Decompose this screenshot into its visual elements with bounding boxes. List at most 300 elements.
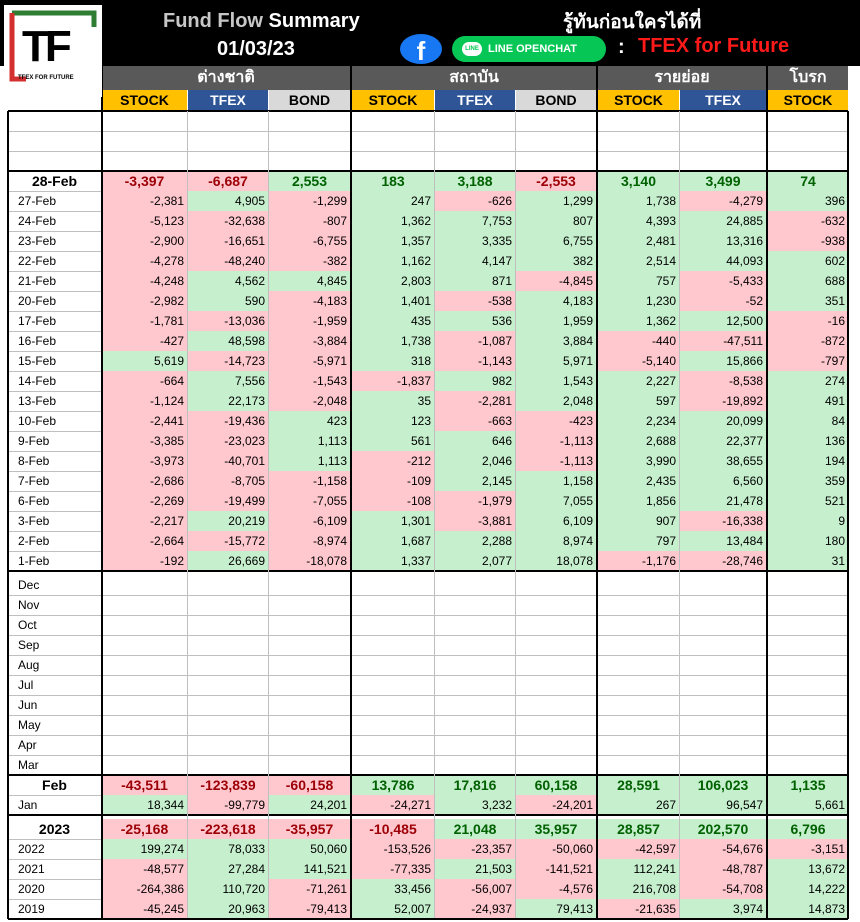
table-cell: 199,274 [102, 839, 187, 859]
table-cell: 2,288 [435, 531, 515, 551]
table-cell: -872 [768, 331, 848, 351]
row-label: 1-Feb [18, 554, 50, 568]
table-cell: 4,562 [188, 271, 268, 291]
table-cell [598, 755, 679, 775]
table-cell: -16,651 [188, 231, 268, 251]
row-label: 2021 [18, 862, 45, 876]
table-cell [768, 655, 848, 675]
table-cell: 2,077 [435, 551, 515, 571]
table-cell [352, 735, 434, 755]
table-cell [352, 715, 434, 735]
table-cell [768, 131, 848, 151]
row-label: 14-Feb [18, 374, 57, 388]
table-cell [435, 635, 515, 655]
table-cell [598, 735, 679, 755]
table-cell: -4,576 [516, 879, 596, 899]
table-cell: 12,500 [680, 311, 766, 331]
table-cell [352, 595, 434, 615]
section-divider [8, 774, 848, 776]
line-icon: LINE [462, 42, 482, 56]
row-label: 2022 [18, 842, 45, 856]
table-cell [188, 735, 268, 755]
table-cell: -21,635 [598, 899, 679, 919]
table-cell [435, 695, 515, 715]
row-label: Jan [18, 798, 38, 812]
table-cell: -15,772 [188, 531, 268, 551]
column-header: STOCK [598, 90, 679, 110]
logo-letters: TF [22, 22, 68, 71]
table-cell: -23,357 [435, 839, 515, 859]
table-cell [435, 715, 515, 735]
table-cell [435, 595, 515, 615]
table-cell [680, 735, 766, 755]
table-cell [516, 655, 596, 675]
table-cell [435, 131, 515, 151]
table-cell [768, 755, 848, 775]
table-cell: -427 [102, 331, 187, 351]
table-cell: 14,222 [768, 879, 848, 899]
table-cell: 4,905 [188, 191, 268, 211]
table-cell: 1,230 [598, 291, 679, 311]
table-cell: 136 [768, 431, 848, 451]
table-cell: 1,543 [516, 371, 596, 391]
table-cell: 21,503 [435, 859, 515, 879]
table-cell [516, 755, 596, 775]
row-label [8, 111, 101, 131]
table-cell: -48,577 [102, 859, 187, 879]
table-cell [269, 755, 350, 775]
section-divider [8, 170, 848, 172]
table-cell: 26,669 [188, 551, 268, 571]
table-cell: -2,686 [102, 471, 187, 491]
table-cell: -42,597 [598, 839, 679, 859]
table-cell [102, 575, 187, 595]
table-border [7, 111, 9, 919]
row-label [8, 151, 101, 171]
table-cell [188, 695, 268, 715]
table-cell: 9 [768, 511, 848, 531]
table-cell: 2,234 [598, 411, 679, 431]
table-cell [680, 151, 766, 171]
row-label: 28-Feb [31, 173, 78, 189]
table-cell: -4,183 [269, 291, 350, 311]
table-cell: -192 [102, 551, 187, 571]
table-cell: -18,078 [269, 551, 350, 571]
table-cell [768, 615, 848, 635]
table-cell: -54,708 [680, 879, 766, 899]
table-cell [598, 131, 679, 151]
table-cell: 28,857 [598, 819, 679, 839]
table-cell: 3,232 [435, 795, 515, 815]
table-cell: -8,974 [269, 531, 350, 551]
table-cell [598, 615, 679, 635]
row-label: 16-Feb [18, 334, 57, 348]
table-cell [269, 151, 350, 171]
table-cell: -23,023 [188, 431, 268, 451]
table-cell [680, 715, 766, 735]
table-cell: -938 [768, 231, 848, 251]
table-cell [598, 575, 679, 595]
table-cell [269, 575, 350, 595]
table-cell: -24,201 [516, 795, 596, 815]
row-label: Apr [18, 738, 37, 752]
table-border [847, 111, 849, 919]
table-cell: 21,048 [435, 819, 515, 839]
table-cell: 20,099 [680, 411, 766, 431]
table-cell: 1,301 [352, 511, 434, 531]
table-cell [269, 715, 350, 735]
table-cell [768, 675, 848, 695]
table-cell: 1,113 [269, 431, 350, 451]
table-cell: 194 [768, 451, 848, 471]
table-cell: 2,514 [598, 251, 679, 271]
table-cell [269, 615, 350, 635]
row-label: Jun [18, 698, 38, 712]
table-cell [102, 695, 187, 715]
table-cell [680, 615, 766, 635]
table-cell: -212 [352, 451, 434, 471]
table-cell: -45,245 [102, 899, 187, 919]
table-cell [188, 595, 268, 615]
table-cell [188, 715, 268, 735]
table-cell [102, 635, 187, 655]
table-cell: -77,335 [352, 859, 434, 879]
table-cell: 13,786 [352, 775, 434, 795]
table-cell: 7,055 [516, 491, 596, 511]
row-label: 2023 [38, 821, 71, 837]
table-cell: -35,957 [269, 819, 350, 839]
column-header: BOND [516, 90, 596, 110]
group-header: รายย่อย [598, 66, 766, 90]
table-cell: 807 [516, 211, 596, 231]
table-cell: -3,884 [269, 331, 350, 351]
table-cell: 359 [768, 471, 848, 491]
row-label: 23-Feb [18, 234, 57, 248]
table-cell [680, 595, 766, 615]
table-cell: 597 [598, 391, 679, 411]
table-cell [768, 595, 848, 615]
column-header: TFEX [435, 90, 515, 110]
table-cell: 202,570 [680, 819, 766, 839]
table-cell: 123 [352, 411, 434, 431]
table-cell: 24,885 [680, 211, 766, 231]
table-cell: -3,973 [102, 451, 187, 471]
table-cell: 1,135 [768, 775, 848, 795]
table-cell: -40,701 [188, 451, 268, 471]
table-cell: 60,158 [516, 775, 596, 795]
table-cell: 3,140 [598, 171, 679, 191]
table-cell: 4,183 [516, 291, 596, 311]
table-cell: -16 [768, 311, 848, 331]
table-cell [435, 111, 515, 131]
table-cell [102, 715, 187, 735]
table-cell: -1,959 [269, 311, 350, 331]
table-cell: 7,556 [188, 371, 268, 391]
table-cell: 27,284 [188, 859, 268, 879]
table-cell: 1,687 [352, 531, 434, 551]
section-divider [8, 570, 848, 572]
table-cell: -10,485 [352, 819, 434, 839]
row-label: 22-Feb [18, 254, 57, 268]
table-cell: 50,060 [269, 839, 350, 859]
table-cell [516, 595, 596, 615]
facebook-icon[interactable]: f [400, 34, 442, 64]
table-cell: 1,299 [516, 191, 596, 211]
table-cell: -5,123 [102, 211, 187, 231]
table-cell [598, 111, 679, 131]
table-cell: -16,338 [680, 511, 766, 531]
table-cell: -626 [435, 191, 515, 211]
table-cell: 3,974 [680, 899, 766, 919]
table-cell [102, 111, 187, 131]
table-cell [188, 151, 268, 171]
table-cell: 1,856 [598, 491, 679, 511]
table-cell: -108 [352, 491, 434, 511]
line-openchat-button[interactable] [452, 36, 606, 62]
table-cell: 13,484 [680, 531, 766, 551]
table-cell [598, 695, 679, 715]
table-cell: 1,357 [352, 231, 434, 251]
table-cell: 5,661 [768, 795, 848, 815]
table-cell: -141,521 [516, 859, 596, 879]
table-cell: -8,538 [680, 371, 766, 391]
table-cell [269, 595, 350, 615]
table-cell: 5,971 [516, 351, 596, 371]
column-header: TFEX [680, 90, 766, 110]
table-cell: -28,746 [680, 551, 766, 571]
table-cell [516, 715, 596, 735]
report-date: 01/03/23 [217, 38, 295, 60]
table-cell: -2,281 [435, 391, 515, 411]
table-cell [352, 111, 434, 131]
table-cell: 180 [768, 531, 848, 551]
table-cell: -2,217 [102, 511, 187, 531]
table-cell [352, 695, 434, 715]
table-cell: 20,963 [188, 899, 268, 919]
table-cell: -3,151 [768, 839, 848, 859]
table-cell: 24,201 [269, 795, 350, 815]
column-header: BOND [269, 90, 350, 110]
table-cell [269, 131, 350, 151]
table-cell [768, 735, 848, 755]
table-cell: 106,023 [680, 775, 766, 795]
table-cell: 247 [352, 191, 434, 211]
table-cell: 1,738 [352, 331, 434, 351]
table-cell: -2,900 [102, 231, 187, 251]
table-cell: -50,060 [516, 839, 596, 859]
table-cell [680, 755, 766, 775]
table-cell: 602 [768, 251, 848, 271]
table-cell [269, 655, 350, 675]
row-label: 10-Feb [18, 414, 57, 428]
table-cell: -4,278 [102, 251, 187, 271]
table-cell: 141,521 [269, 859, 350, 879]
row-label: Dec [18, 578, 40, 592]
channel-name: TFEX for Future [638, 35, 790, 57]
row-label: 24-Feb [18, 214, 57, 228]
table-cell [188, 111, 268, 131]
table-cell: 110,720 [188, 879, 268, 899]
table-cell [188, 131, 268, 151]
group-header: ต่างชาติ [102, 66, 350, 90]
table-cell: 22,173 [188, 391, 268, 411]
table-cell: 1,113 [269, 451, 350, 471]
table-cell: -2,381 [102, 191, 187, 211]
row-label: 20-Feb [18, 294, 57, 308]
table-cell: 2,688 [598, 431, 679, 451]
table-cell: -14,723 [188, 351, 268, 371]
table-cell: 871 [435, 271, 515, 291]
row-label: 15-Feb [18, 354, 57, 368]
row-label: 7-Feb [18, 474, 50, 488]
table-cell: 274 [768, 371, 848, 391]
table-cell: 38,655 [680, 451, 766, 471]
table-cell: 79,413 [516, 899, 596, 919]
row-label: May [18, 718, 41, 732]
table-cell [768, 111, 848, 131]
table-cell: 6,755 [516, 231, 596, 251]
table-cell [768, 151, 848, 171]
table-cell: 8,974 [516, 531, 596, 551]
table-cell [680, 675, 766, 695]
header-bar [0, 0, 860, 66]
table-cell: 688 [768, 271, 848, 291]
table-cell: -797 [768, 351, 848, 371]
table-cell [435, 735, 515, 755]
table-cell: 382 [516, 251, 596, 271]
table-cell: -5,971 [269, 351, 350, 371]
table-cell: 1,337 [352, 551, 434, 571]
table-cell [269, 635, 350, 655]
column-header: TFEX [188, 90, 268, 110]
column-divider [268, 111, 269, 919]
table-cell: -1,124 [102, 391, 187, 411]
table-cell: -1,158 [269, 471, 350, 491]
column-divider [434, 111, 435, 919]
column-divider [679, 111, 680, 919]
table-cell [598, 595, 679, 615]
table-cell: -109 [352, 471, 434, 491]
table-cell: 3,188 [435, 171, 515, 191]
row-label: 6-Feb [18, 494, 50, 508]
row-label: 2019 [18, 902, 45, 916]
table-cell: 3,499 [680, 171, 766, 191]
section-divider [8, 110, 848, 112]
table-cell [352, 151, 434, 171]
table-cell [269, 735, 350, 755]
group-header: สถาบัน [352, 66, 596, 90]
table-cell: 22,377 [680, 431, 766, 451]
table-cell: -807 [269, 211, 350, 231]
table-cell: -1,543 [269, 371, 350, 391]
tfex-logo [4, 5, 102, 97]
table-cell [102, 151, 187, 171]
table-cell [352, 675, 434, 695]
table-cell: 183 [352, 171, 434, 191]
table-cell: 267 [598, 795, 679, 815]
table-cell: 423 [269, 411, 350, 431]
row-label: 13-Feb [18, 394, 57, 408]
line-openchat-label: LINE OPENCHAT [488, 43, 578, 55]
table-cell: -1,113 [516, 451, 596, 471]
table-cell: 15,866 [680, 351, 766, 371]
table-cell: -4,845 [516, 271, 596, 291]
table-cell [598, 675, 679, 695]
table-cell: -664 [102, 371, 187, 391]
table-cell: 1,362 [598, 311, 679, 331]
table-cell: -3,397 [102, 171, 187, 191]
row-label: 2020 [18, 882, 45, 896]
table-cell: -1,087 [435, 331, 515, 351]
table-cell [516, 695, 596, 715]
table-cell: -47,511 [680, 331, 766, 351]
table-cell: 2,145 [435, 471, 515, 491]
table-cell: 4,147 [435, 251, 515, 271]
table-cell: 31 [768, 551, 848, 571]
logo-caption: TFEX FOR FUTURE [18, 75, 74, 81]
table-cell: -6,687 [188, 171, 268, 191]
table-cell [435, 151, 515, 171]
row-label: 2-Feb [18, 534, 50, 548]
table-cell: 907 [598, 511, 679, 531]
table-cell: -2,553 [516, 171, 596, 191]
table-cell: 2,048 [516, 391, 596, 411]
table-cell: -71,261 [269, 879, 350, 899]
table-cell [598, 715, 679, 735]
table-cell: 3,990 [598, 451, 679, 471]
table-cell [435, 675, 515, 695]
column-header: STOCK [768, 90, 848, 110]
group-divider [101, 66, 103, 919]
table-cell: 35,957 [516, 819, 596, 839]
table-cell: 318 [352, 351, 434, 371]
table-cell: -1,781 [102, 311, 187, 331]
table-cell: 351 [768, 291, 848, 311]
table-cell [680, 695, 766, 715]
table-cell: 84 [768, 411, 848, 431]
tagline: รู้ทันก่อนใครได้ที่ [563, 12, 702, 33]
page-title: Fund Flow Summary [163, 10, 360, 32]
table-cell: 797 [598, 531, 679, 551]
table-cell [352, 575, 434, 595]
table-cell: -48,240 [188, 251, 268, 271]
table-cell [516, 575, 596, 595]
table-cell: -632 [768, 211, 848, 231]
table-cell: 13,316 [680, 231, 766, 251]
table-cell: 2,046 [435, 451, 515, 471]
table-cell: -8,705 [188, 471, 268, 491]
table-cell: 521 [768, 491, 848, 511]
group-header: โบรก [768, 66, 848, 90]
table-cell [188, 575, 268, 595]
table-cell: 96,547 [680, 795, 766, 815]
table-cell [102, 655, 187, 675]
table-cell [680, 111, 766, 131]
table-cell [768, 715, 848, 735]
table-cell: -223,618 [188, 819, 268, 839]
table-cell: 52,007 [352, 899, 434, 919]
section-divider [8, 814, 848, 816]
row-label [8, 131, 101, 151]
table-cell: -19,436 [188, 411, 268, 431]
row-label: Feb [42, 777, 67, 793]
table-cell: 18,078 [516, 551, 596, 571]
table-cell: -24,271 [352, 795, 434, 815]
table-cell: -3,385 [102, 431, 187, 451]
table-cell: -4,279 [680, 191, 766, 211]
table-cell [768, 695, 848, 715]
row-label: Nov [18, 598, 40, 612]
